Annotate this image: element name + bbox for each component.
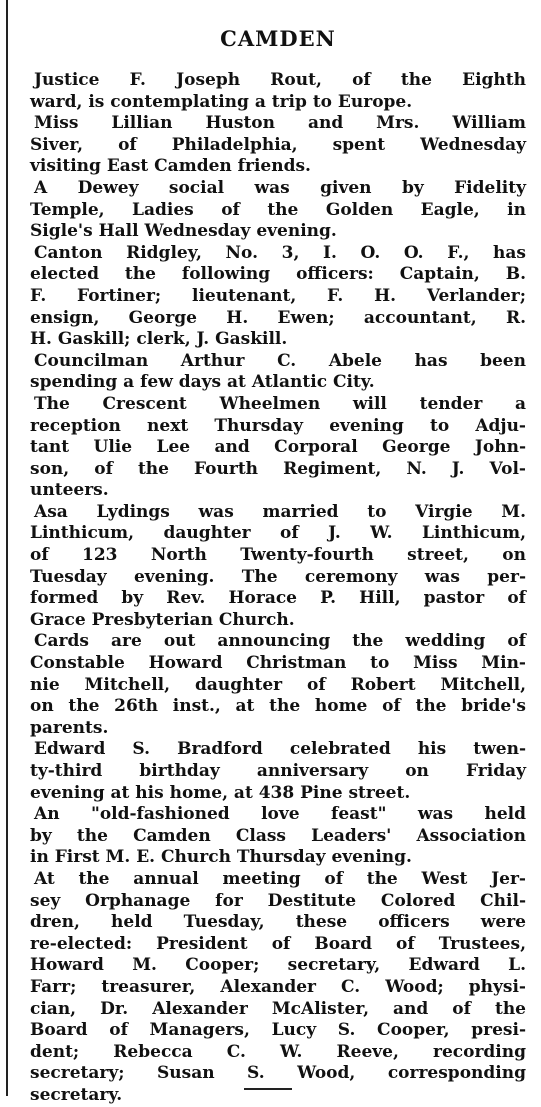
article-line: sey Orphanage for Destitute Colored Chil- [30,890,526,911]
article-line: H. Gaskill; clerk, J. Gaskill. [30,329,288,350]
article-line: nie Mitchell, daughter of Robert Mitchell, [30,674,526,695]
article-line: reception next Thursday evening to Adju- [30,415,526,436]
article-line: Board of Managers, Lucy S. Cooper, presi- [30,1020,526,1041]
article-line: unteers. [30,480,109,501]
article-line: Cards are out announcing the wedding of [34,631,526,652]
article-line: parents. [30,717,109,738]
article-line: Canton Ridgley, No. 3, I. O. O. F., has [34,242,526,263]
article-line: Tuesday evening. The ceremony was per- [30,566,526,587]
article-line: Linthicum, daughter of J. W. Linthicum, [30,523,526,544]
article-line: secretary; Susan S. Wood, corresponding [30,1063,526,1084]
article-line: visiting East Camden friends. [30,156,311,177]
article-line: The Crescent Wheelmen will tender a [34,393,526,414]
article-line: on the 26th inst., at the home of the bride's [30,696,526,717]
article-line: elected the following officers: Captain, B. [30,264,526,285]
article-line: Justice F. Joseph Rout, of the Eighth [34,70,526,90]
article-line: Farr; treasurer, Alexander C. Wood; physi- [30,976,526,997]
section-headline: CAMDEN [220,26,336,51]
article-line: re-elected: President of Board of Trustees, [30,933,526,954]
article-body [30,70,526,1107]
article-line: At the annual meeting of the West Jer- [34,868,526,889]
article-line: evening at his home, at 438 Pine street. [30,782,411,803]
article-line: Sigle's Hall Wednesday evening. [30,221,337,242]
article-line: Temple, Ladies of the Golden Eagle, in [30,199,526,220]
article-line: Councilman Arthur C. Abele has been [34,350,526,371]
article-line: son, of the Fourth Regiment, N. J. Vol- [30,458,526,479]
article-line: Miss Lillian Huston and Mrs. William [34,113,526,134]
article-line: Edward S. Bradford celebrated his twen- [34,739,526,760]
article-line: A Dewey social was given by Fidelity [34,177,526,198]
article-line: in First M. E. Church Thursday evening. [30,847,412,868]
article-line: Grace Presbyterian Church. [30,609,295,630]
article-line: tant Ulie Lee and Corporal George John- [30,437,526,458]
article-line: An "old-fashioned love feast" was held [34,804,526,825]
article-line: Siver, of Philadelphia, spent Wednesday [30,134,526,155]
article-line: ensign, George H. Ewen; accountant, R. [30,307,526,328]
article-line: secretary. [30,1084,123,1105]
article-line: cian, Dr. Alexander McAlister, and of the [30,998,526,1019]
article-line: ward, is contemplating a trip to Europe. [30,91,413,112]
article-line: by the Camden Class Leaders' Association [30,825,526,846]
article-line: Asa Lydings was married to Virgie M. [34,501,526,522]
article-line: Constable Howard Christman to Miss Min- [30,653,526,674]
article-line: ty-third birthday anniversary on Friday [30,761,526,781]
article-line: spending a few days at Atlantic City. [30,372,375,393]
article-line: dent; Rebecca C. W. Reeve, recording [30,1041,526,1062]
news-column [30,0,526,1107]
article-line: of 123 North Twenty-fourth street, on [30,545,526,566]
article-line: Howard M. Cooper; secretary, Edward L. [30,955,526,976]
article-line: dren, held Tuesday, these officers were [30,912,526,933]
article-line: formed by Rev. Horace P. Hill, pastor of [30,588,526,609]
section-end-rule [244,1088,292,1090]
column-rule-left [6,0,8,1096]
article-line: F. Fortiner; lieutenant, F. H. Verlander; [30,285,526,306]
